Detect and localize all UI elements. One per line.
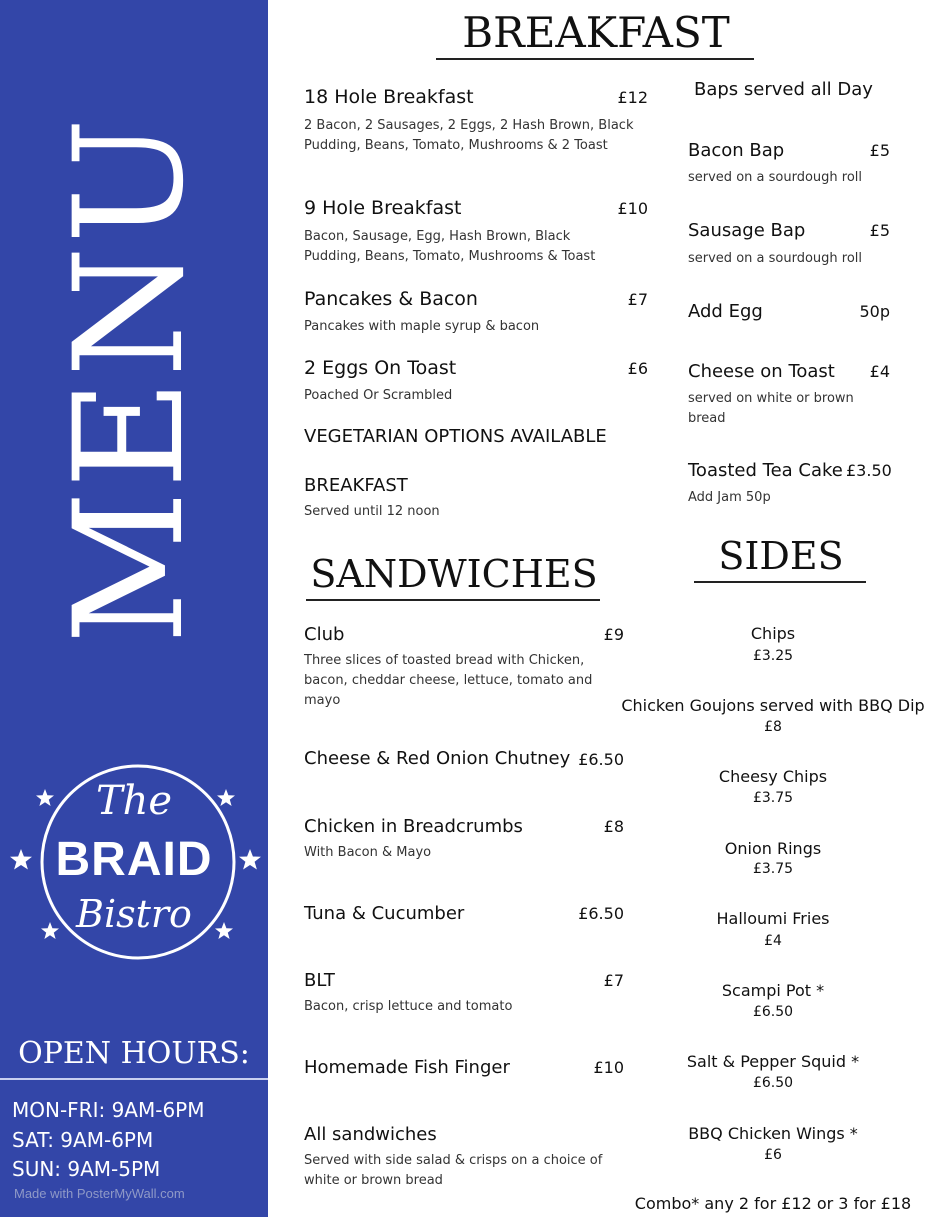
menu-item-name: Cheese & Red Onion Chutney: [304, 748, 571, 769]
baps-title: Baps served all Day: [694, 79, 873, 100]
side-item-name: Onion Rings: [724, 839, 822, 858]
side-item-price: £6.50: [752, 1075, 794, 1091]
menu-item-price: £9: [603, 625, 624, 644]
menu-title: MENU: [43, 115, 217, 645]
combo-offer: Combo* any 2 for £12 or 3 for £18: [634, 1194, 912, 1213]
menu-item-desc: Bacon, crisp lettuce and tomato: [304, 999, 513, 1014]
menu-item-desc: Add Jam 50p: [688, 490, 771, 505]
menu-item-price: £12: [617, 88, 648, 107]
sandwiches-divider: [306, 599, 600, 601]
hours-sat: SAT: 9AM-6PM: [12, 1128, 154, 1152]
menu-item-price: £8: [603, 817, 624, 836]
menu-item-desc: served on a sourdough roll: [688, 170, 863, 185]
vegetarian-note: VEGETARIAN OPTIONS AVAILABLE: [304, 426, 607, 447]
menu-item-price: £3.50: [846, 461, 892, 480]
side-item-price: £6: [764, 1147, 782, 1163]
menu-item-desc: Three slices of toasted bread with Chicken, bacon, cheddar cheese, lettuce, tomato and mayo: [304, 653, 593, 708]
menu-item-name: Chicken in Breadcrumbs: [304, 816, 523, 837]
side-item-price: £8: [764, 719, 782, 735]
side-item-price: £3.75: [752, 861, 794, 877]
menu-item-desc: served on white or brown bread: [688, 391, 854, 426]
side-item-name: BBQ Chicken Wings *: [688, 1124, 858, 1143]
menu-item-price: £6.50: [578, 750, 624, 769]
open-hours-title: OPEN HOURS:: [18, 1036, 250, 1071]
menu-item-name: Homemade Fish Finger: [304, 1057, 510, 1078]
side-item-name: Cheesy Chips: [718, 767, 828, 786]
breakfast-served-title: BREAKFAST: [304, 475, 408, 496]
sides-title: SIDES: [718, 534, 844, 578]
menu-item-name: Toasted Tea Cake: [688, 460, 843, 481]
menu-item-price: £4: [869, 362, 890, 381]
sandwiches-title: SANDWICHES: [310, 552, 598, 596]
menu-item-name: Sausage Bap: [688, 220, 806, 241]
side-item-name: Scampi Pot *: [721, 981, 825, 1000]
menu-item-desc: 2 Bacon, 2 Sausages, 2 Eggs, 2 Hash Brown, Black Pudding, Beans, Tomato, Mushrooms & 2 Toast: [304, 118, 634, 153]
braid-bistro-logo: [0, 760, 268, 970]
menu-item-name: Bacon Bap: [688, 140, 785, 161]
menu-item-desc: Poached Or Scrambled: [304, 388, 453, 403]
sidebar: [0, 0, 268, 1217]
menu-item-price: £10: [593, 1058, 624, 1077]
menu-item-price: £6.50: [578, 904, 624, 923]
open-hours-divider: [0, 1078, 268, 1080]
menu-item-name: Club: [304, 624, 345, 645]
side-item-price: £3.25: [752, 648, 794, 664]
side-item-price: £4: [764, 933, 782, 949]
hours-mon-fri: MON-FRI: 9AM-6PM: [12, 1098, 205, 1122]
sides-divider: [694, 581, 866, 583]
side-item-name: Chips: [750, 624, 796, 643]
side-item-price: £3.75: [752, 790, 794, 806]
menu-item-name: Add Egg: [688, 301, 763, 322]
side-item-name: Salt & Pepper Squid *: [686, 1052, 860, 1071]
breakfast-divider: [436, 58, 754, 60]
menu-item-name: Pancakes & Bacon: [304, 288, 478, 310]
menu-item-desc: With Bacon & Mayo: [304, 845, 432, 860]
logo-bistro: Bistro: [76, 892, 192, 936]
menu-item-price: £10: [617, 199, 648, 218]
logo-braid: BRAID: [55, 833, 213, 886]
menu-item-price: £7: [603, 971, 624, 990]
menu-item-price: £6: [627, 359, 648, 378]
menu-item-desc: served on a sourdough roll: [688, 251, 863, 266]
menu-item-desc: Bacon, Sausage, Egg, Hash Brown, Black Pudding, Beans, Tomato, Mushrooms & Toast: [304, 229, 596, 264]
menu-item-name: 9 Hole Breakfast: [304, 197, 462, 219]
menu-item-desc: Pancakes with maple syrup & bacon: [304, 319, 540, 334]
hours-sun: SUN: 9AM-5PM: [12, 1157, 161, 1181]
menu-item-name: Cheese on Toast: [688, 361, 835, 382]
menu-item-price: £5: [869, 221, 890, 240]
menu-item-price: £5: [869, 141, 890, 160]
menu-item-name: 2 Eggs On Toast: [304, 357, 457, 379]
menu-item-name: 18 Hole Breakfast: [304, 86, 474, 108]
made-with-watermark: Made with PosterMyWall.com: [14, 1186, 185, 1201]
breakfast-title: BREAKFAST: [462, 8, 730, 57]
side-item-name: Chicken Goujons served with BBQ Dip: [621, 696, 925, 715]
side-item-name: Halloumi Fries: [716, 909, 830, 928]
side-item-price: £6.50: [752, 1004, 794, 1020]
menu-item-name: Tuna & Cucumber: [304, 903, 465, 924]
menu-item-desc: Served with side salad & crisps on a choice of white or brown bread: [304, 1153, 603, 1188]
menu-item-price: 50p: [859, 302, 890, 321]
menu-item-name: BLT: [304, 970, 335, 991]
breakfast-served-note: Served until 12 noon: [304, 504, 440, 519]
menu-item-price: £7: [627, 290, 648, 309]
menu-item-name: All sandwiches: [304, 1124, 437, 1145]
logo-the: The: [95, 778, 173, 824]
